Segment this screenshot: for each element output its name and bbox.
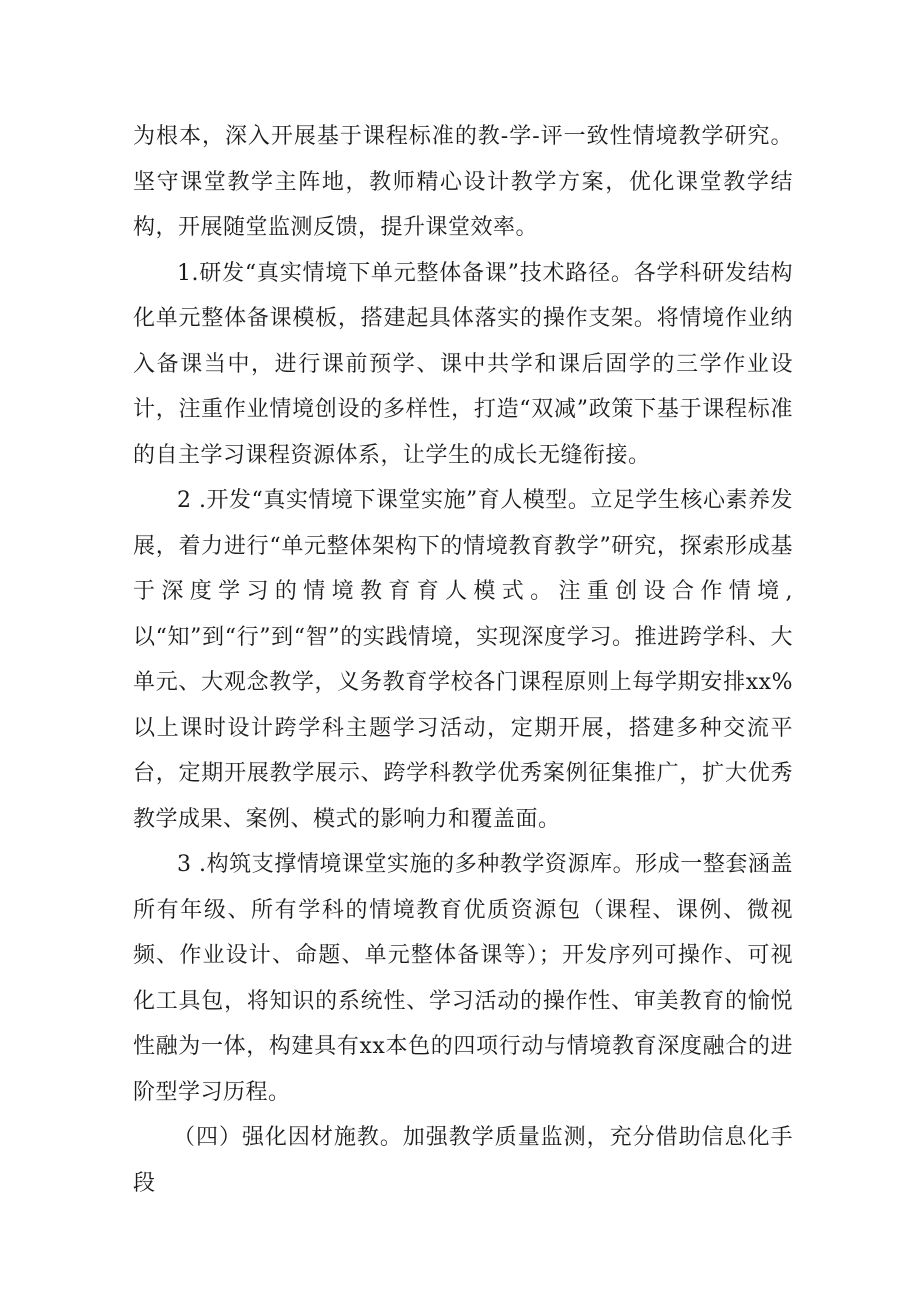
paragraph-continued: 为根本，深入开展基于课程标准的教-学-评一致性情境教学研究。坚守课堂教学主阵地，教师精心设计教学方案，优化课堂教学结构，开展随堂监测反馈，提升课堂效率。: [133, 124, 793, 240]
section-heading-4: （四）强化因材施教。加强教学质量监测，充分借助信息化手段: [133, 1125, 793, 1196]
paragraph-item-3: 3 .构筑支撑情境课堂实施的多种教学资源库。形成一整套涵盖所有年级、所有学科的情境教育优质资源包（课程、课例、微视频、作业设计、命题、单元整体备课等）；开发序列可操作、可视化工具包，将知识的系统性、学习活动的操作性、审美教育的愉悦性融为一体，构建具有xx本色的四项行动与情境教育深度融合的进阶型学习历程。: [133, 852, 793, 1105]
paragraph-item-2: 2 .开发“真实情境下课堂实施”育人模型。立足学生核心素养发展，着力进行“单元整体架构下的情境教育教学”研究，探索形成基于深度学习的情境教育育人模式。注重创设合作情境,以“知”到“行”到“智”的实践情境，实现深度学习。推进跨学科、大单元、大观念教学，义务教育学校各门课程原则上每学期安排xx%以上课时设计跨学科主题学习活动，定期开展，搭建多种交流平台，定期开展教学展示、跨学科教学优秀案例征集推广，扩大优秀教学成果、案例、模式的影响力和覆盖面。: [133, 488, 793, 832]
body-text: [133, 114, 793, 1206]
paragraph-item-1: 1.研发“真实情境下单元整体备课”技术路径。各学科研发结构化单元整体备课模板，搭建起具体落实的操作支架。将情境作业纳入备课当中，进行课前预学、课中共学和课后固学的三学作业设计，注重作业情境创设的多样性，打造“双减”政策下基于课程标准的自主学习课程资源体系，让学生的成长无缝衔接。: [133, 260, 793, 468]
